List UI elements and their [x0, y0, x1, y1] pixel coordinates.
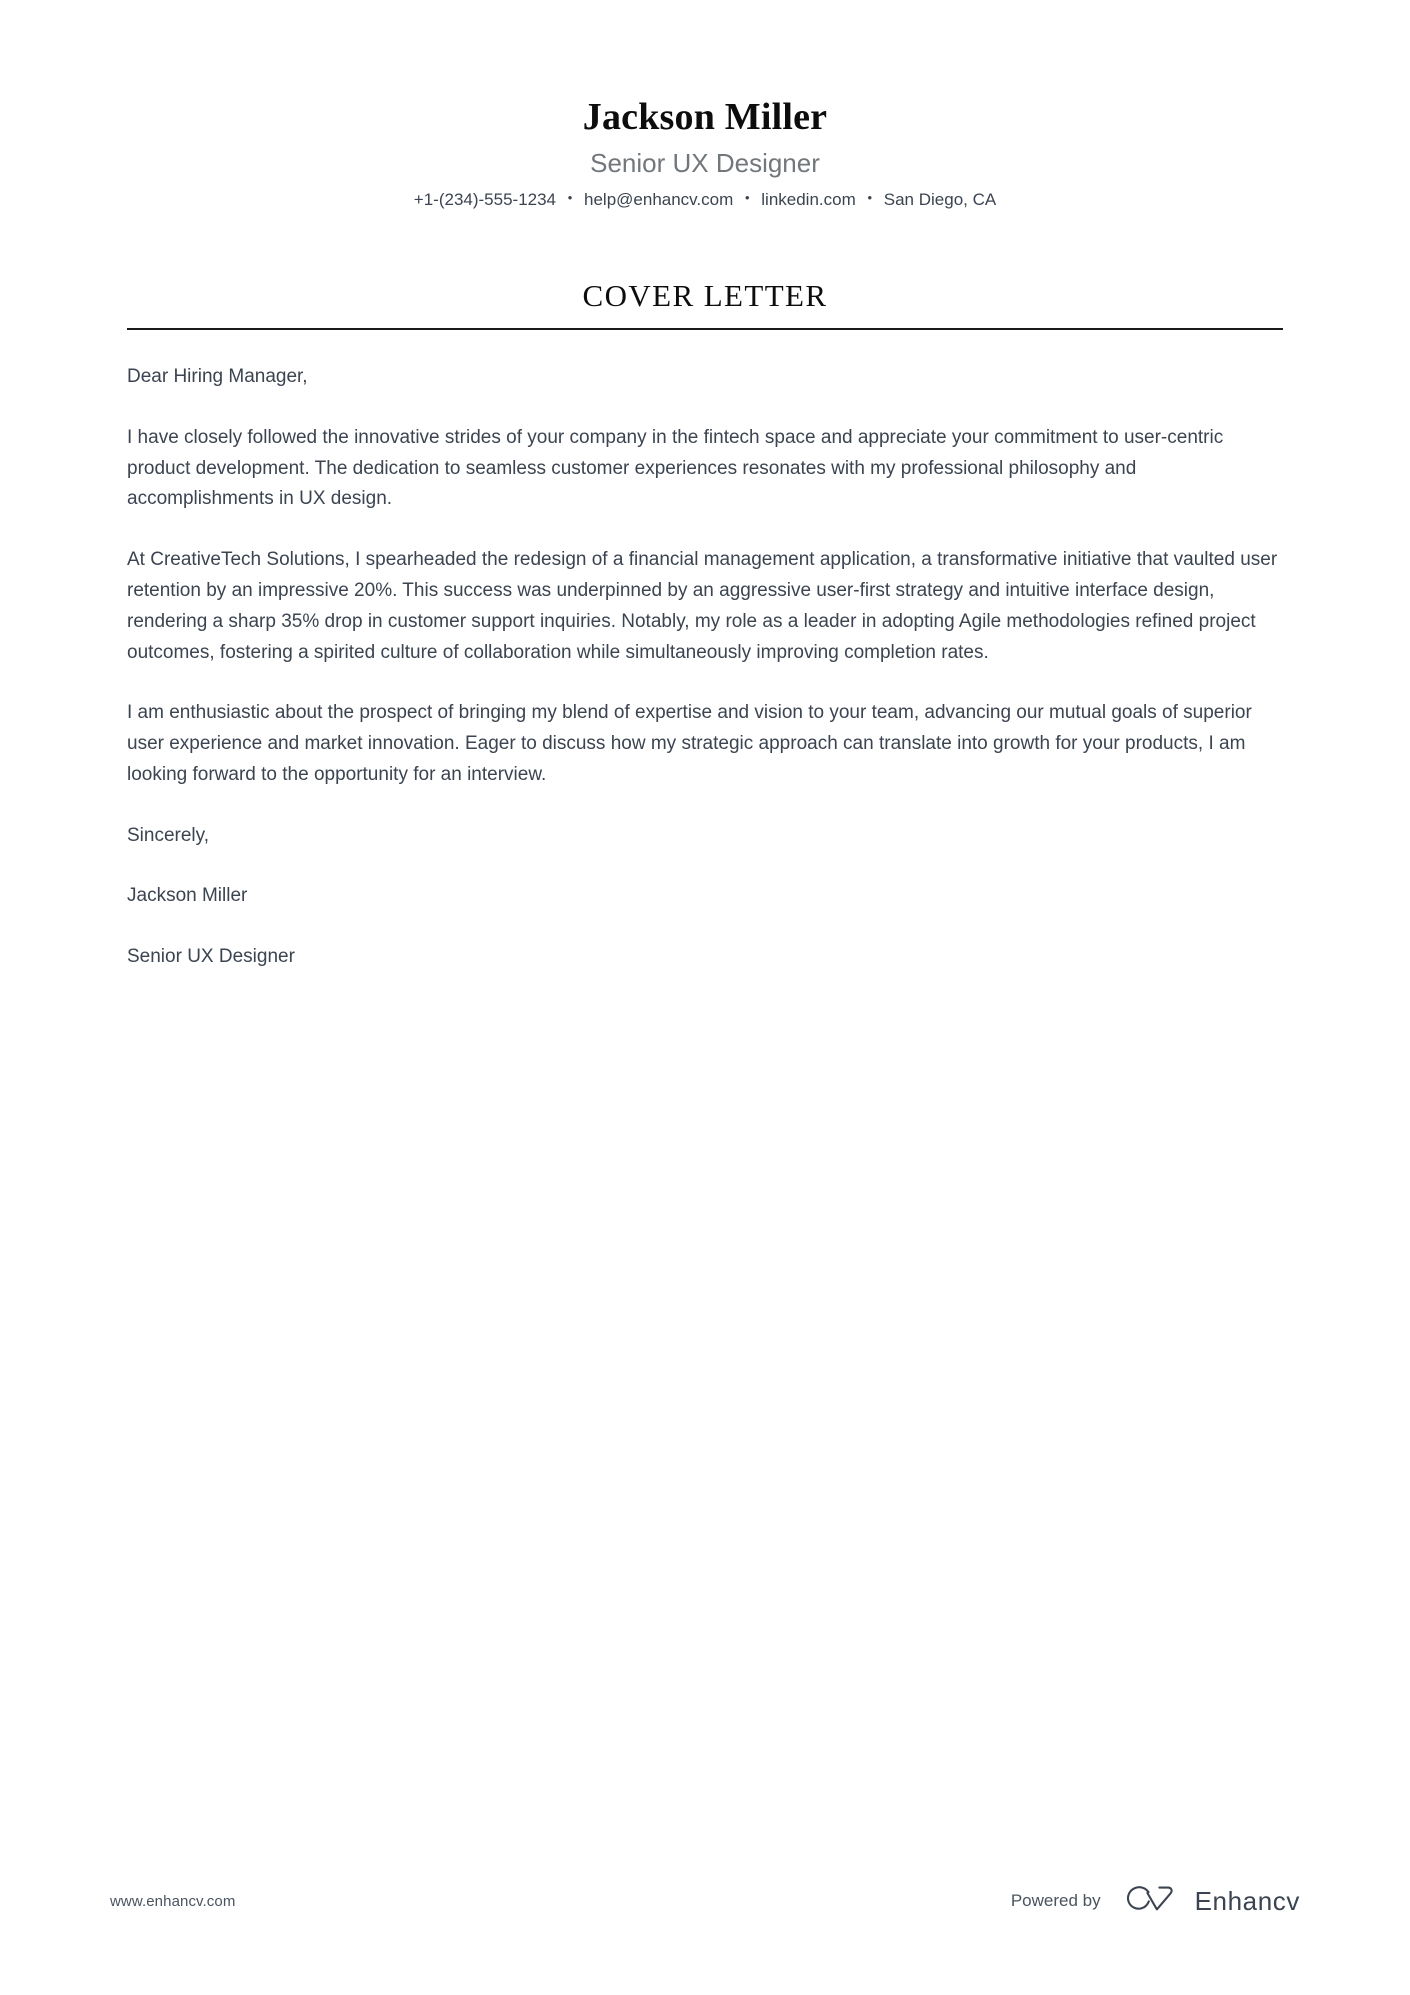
letter-salutation: Dear Hiring Manager, — [127, 366, 308, 388]
contact-email[interactable]: help@enhancv.com — [584, 189, 734, 209]
enhancv-logo-icon — [1123, 1883, 1181, 1920]
letter-body — [127, 330, 1283, 973]
letter-paragraph-2: At CreativeTech Solutions, I spearheaded the redesign of a financial management application, a transformative initiative that vaulted user retention by an impressive 20%. This success was underpinned by an aggressive user-first strategy and intuitive interface design, rendering a sharp 35% drop in customer support inquiries. Notably, my role as a leader in adopting Agile methodologies refined project outcomes, fostering a spirited culture of collaboration while simultaneously improving completion rates. — [127, 549, 1278, 663]
powered-by-label: Powered by — [1010, 1891, 1101, 1910]
document-footer — [0, 1881, 1410, 1921]
candidate-job-title: Senior UX Designer — [590, 147, 820, 178]
contact-phone[interactable]: +1-(234)-555-1234 — [413, 189, 557, 209]
footer-branding — [1011, 1883, 1300, 1920]
contact-linkedin[interactable]: linkedin.com — [761, 189, 856, 209]
contact-location: San Diego, CA — [883, 189, 997, 209]
enhancv-brand[interactable] — [1123, 1883, 1300, 1920]
letter-paragraph-1: I have closely followed the innovative strides of your company in the fintech space and appreciate your commitment to user-centric product development. The dedication to seamless customer experiences resonates with my professional philosophy and accomplishments in UX design. — [127, 426, 1224, 510]
contact-separator-dot: • — [567, 190, 573, 206]
footer-website-link[interactable]: www.enhancv.com — [110, 1892, 236, 1910]
letter-signature-name: Jackson Miller — [127, 885, 248, 907]
document-header — [0, 0, 1410, 211]
candidate-name: Jackson Miller — [582, 96, 828, 138]
section-title-cover-letter: COVER LETTER — [582, 277, 828, 313]
contact-line — [0, 189, 1410, 211]
letter-signature-title: Senior UX Designer — [127, 946, 295, 968]
section-header — [127, 211, 1283, 330]
contact-separator-dot: • — [867, 190, 873, 206]
letter-paragraph-3: I am enthusiastic about the prospect of bringing my blend of expertise and vision to your team, advancing our mutual goals of superior user experience and market innovation. Eager to discuss how my strategic approach can translate into growth for your products, I am looking forward to the opportunity for an interview. — [127, 702, 1252, 785]
enhancv-wordmark: Enhancv — [1194, 1885, 1300, 1916]
contact-separator-dot: • — [744, 190, 750, 206]
letter-closing: Sincerely, — [127, 824, 210, 846]
